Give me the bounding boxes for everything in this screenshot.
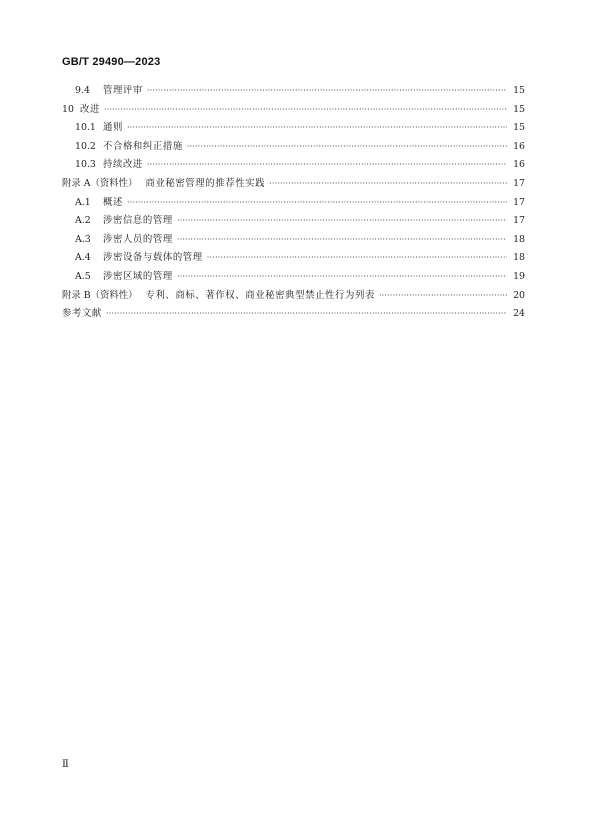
toc-entry-title: 商业秘密管理的推荐性实践 (145, 177, 266, 189)
toc-entry-appendix[interactable] (62, 287, 525, 306)
toc-entry-number: A.2 (75, 215, 91, 227)
table-of-contents (62, 82, 525, 324)
toc-entry-page: 20 (513, 289, 525, 301)
toc-entry-references[interactable] (62, 305, 525, 324)
toc-entry-page: 18 (513, 233, 525, 245)
toc-entry-number: 10.2 (75, 140, 96, 152)
toc-entry-page: 17 (513, 177, 525, 189)
toc-entry-number: A.1 (75, 196, 91, 208)
toc-entry-page: 15 (513, 85, 525, 96)
toc-entry[interactable] (62, 138, 525, 157)
toc-dot-leader (207, 249, 507, 268)
toc-entry-title: 持续改进 (103, 159, 143, 171)
toc-dot-leader (147, 82, 507, 101)
toc-entry[interactable] (62, 249, 525, 268)
toc-entry-page: 17 (513, 215, 525, 227)
toc-entry-title: 涉密人员的管理 (103, 233, 173, 245)
toc-entry-title: 涉密设备与载体的管理 (103, 252, 203, 264)
toc-entry-title: 通则 (103, 122, 123, 134)
toc-dot-leader (106, 305, 507, 324)
toc-entry-page: 16 (513, 159, 525, 171)
toc-entry-page: 18 (513, 252, 525, 264)
toc-entry[interactable] (62, 212, 525, 231)
toc-entry[interactable] (62, 101, 525, 120)
document-id: GB/T 29490—2023 (62, 56, 161, 68)
page-number: Ⅱ (62, 759, 69, 770)
toc-entry[interactable] (62, 82, 525, 101)
toc-entry-number: A.4 (75, 252, 91, 264)
toc-entry-title: 参考文献 (62, 308, 102, 320)
toc-entry-number: 10.3 (75, 159, 96, 171)
toc-dot-leader (187, 138, 507, 157)
toc-entry[interactable] (62, 156, 525, 175)
toc-entry-page: 16 (513, 140, 525, 152)
toc-entry-page: 15 (513, 122, 525, 134)
toc-entry-page: 24 (513, 308, 525, 320)
toc-entry-title: 涉密区域的管理 (103, 270, 173, 282)
toc-dot-leader (127, 194, 507, 213)
toc-entry-number: 附录 B（资料性） (62, 289, 138, 301)
toc-entry-number: 10 (62, 103, 74, 115)
toc-entry-page: 15 (513, 103, 525, 115)
toc-entry-title: 改进 (80, 103, 100, 115)
toc-dot-leader (177, 268, 507, 287)
toc-entry-number: 9.4 (75, 85, 90, 96)
toc-entry-title: 专利、商标、著作权、商业秘密典型禁止性行为列表 (145, 289, 375, 301)
toc-entry[interactable] (62, 231, 525, 250)
toc-dot-leader (379, 287, 507, 306)
toc-entry[interactable] (62, 268, 525, 287)
toc-entry-number: A.5 (75, 270, 91, 282)
toc-entry-page: 17 (513, 196, 525, 208)
toc-entry-title: 管理评审 (103, 85, 143, 96)
toc-entry-title: 概述 (103, 196, 123, 208)
toc-entry-title: 涉密信息的管理 (103, 215, 173, 227)
toc-entry-page: 19 (513, 270, 525, 282)
toc-dot-leader (177, 212, 507, 231)
toc-entry-number: A.3 (75, 233, 91, 245)
toc-entry[interactable] (62, 119, 525, 138)
toc-entry-number: 附录 A（资料性） (62, 177, 138, 189)
toc-dot-leader (147, 156, 507, 175)
toc-entry[interactable] (62, 194, 525, 213)
toc-dot-leader (104, 101, 507, 120)
toc-entry-number: 10.1 (75, 122, 96, 134)
toc-entry-title: 不合格和纠正措施 (103, 140, 183, 152)
toc-entry-appendix[interactable] (62, 175, 525, 194)
toc-dot-leader (127, 119, 507, 138)
toc-dot-leader (269, 175, 507, 194)
toc-dot-leader (177, 231, 507, 250)
